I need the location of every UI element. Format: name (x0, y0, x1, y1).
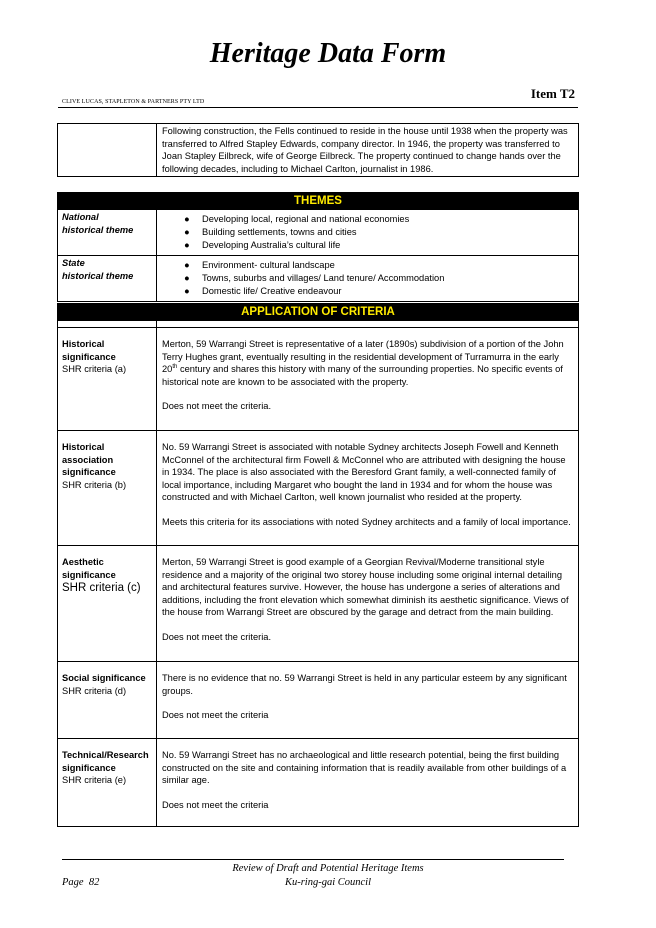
social-text: There is no evidence that no. 59 Warrangi Street is held in any particular esteem by any significant groups. (162, 673, 567, 696)
bullet-icon: ● (184, 214, 190, 224)
association-text: No. 59 Warrangi Street is associated with notable Sydney architects Joseph Fowell and Kenneth McConnel of the architectural firm Fowell & McConnel who are attributed with designing the house in 1934. The place is also associated with the Beresford Grant family, a well-connected family of local importance, including Margaret who bought the land in 1934 and for whom the house was constructed and with Michael Carlton, well known journalist who resided at the property. (162, 442, 566, 503)
state-theme-list-cell (157, 256, 579, 302)
national-theme-list-cell (157, 210, 579, 256)
criteria-table (57, 303, 579, 827)
association-label: Historical association significance SHR criteria (b) (58, 431, 157, 546)
social-label: Social significance SHR criteria (d) (58, 662, 157, 739)
association-criteria-code: SHR criteria (b) (62, 479, 127, 490)
national-theme-label (58, 210, 157, 256)
association-verdict: Meets this criteria for its associations with noted Sydney architects and a family of local importance. (162, 516, 571, 527)
themes-heading: THEMES (58, 193, 579, 210)
item-number: Item T2 (530, 86, 575, 101)
company-name: CLIVE LUCAS, STAPLETON & PARTNERS PTY LTD (62, 99, 205, 105)
header-rule (58, 107, 578, 108)
technical-label: Technical/Research significance SHR criteria (e) (58, 739, 157, 827)
history-table (57, 123, 579, 177)
state-theme-list (158, 257, 577, 300)
social-text-cell (157, 662, 579, 739)
page-label: Page (62, 877, 84, 888)
state-label-1: State (62, 258, 85, 268)
social-criteria-code: SHR criteria (d) (62, 685, 127, 696)
technical-text: No. 59 Warrangi Street has no archaeological and little research potential, being the first building constructed on the site and containing information that is readily available from other buildings of a similar age. (162, 750, 567, 786)
footer-rule (62, 859, 564, 860)
footer-report-title: Review of Draft and Potential Heritage Items (232, 863, 424, 874)
list-item: ● Building settlements, towns and cities (184, 227, 357, 237)
national-label-2: historical theme (62, 224, 134, 235)
aesthetic-label: Aesthetic significance SHR criteria (c) (58, 546, 157, 662)
aesthetic-text: Merton, 59 Warrangi Street is good example of a Georgian Revival/Moderne transitional style residence and a majority of the original two storey house including some original internal detailing and architectural features survive. However, the house has undergone a series of alterations and additions, including the front elevation which somewhat diminish its aesthetic significance. Views of the house from Warrangi Street are obscured by the garage and detract from the main building. (162, 557, 569, 618)
criteria-heading: APPLICATION OF CRITERIA (58, 304, 579, 321)
bullet-icon: ● (184, 240, 190, 250)
aesthetic-criteria-code: SHR criteria (c) (62, 582, 141, 595)
social-verdict: Does not meet the criteria (162, 710, 269, 721)
aesthetic-verdict: Does not meet the criteria. (162, 631, 272, 642)
association-text-cell (157, 431, 579, 546)
bullet-icon: ● (184, 286, 190, 296)
bullet-icon: ● (184, 260, 190, 270)
page-number (62, 877, 99, 888)
criteria-spacer (58, 321, 157, 328)
criteria-spacer (157, 321, 579, 328)
bullet-icon: ● (184, 273, 190, 283)
list-item: ● Domestic life/ Creative endeavour (184, 286, 342, 296)
history-label-cell (58, 124, 157, 177)
historical-criteria-code: SHR criteria (a) (62, 364, 127, 375)
footer-council: Ku-ring-gai Council (284, 877, 372, 888)
state-label-2: historical theme (62, 270, 134, 281)
technical-criteria-code: SHR criteria (e) (62, 775, 127, 786)
historical-text: Merton, 59 Warrangi Street is representative of a later (1890s) subdivision of a portion of the John Terry Hughes grant, eventually resulting in the residential development of Turramurra in the early 20th century and shares this history with many of the surrounding properties. No specific events of historical note are known to be associated with the property. (162, 339, 564, 387)
historical-verdict: Does not meet the criteria. (162, 401, 272, 412)
history-text-cell (157, 124, 579, 177)
list-item: ● Developing local, regional and national economies (184, 214, 410, 224)
list-item: ● Towns, suburbs and villages/ Land tenure/ Accommodation (184, 273, 445, 283)
list-item: ● Developing Australia’s cultural life (184, 240, 341, 250)
page-number-value: 82 (88, 877, 100, 888)
history-text: Following construction, the Fells continued to reside in the house until 1938 when the property was transferred to Alfred Stapley Edwards, company director. In 1946, the property was transferred to Joan Stapley Eilbreck, wife of George Eilbreck. The property continued to change hands over the following decades, including to Michael Carlton, journalist in 1986. (162, 126, 568, 174)
list-item: ● Environment- cultural landscape (184, 260, 335, 270)
national-label-1: National (62, 212, 99, 222)
state-theme-label (58, 256, 157, 302)
historical-label: Historical significance SHR criteria (a) (58, 328, 157, 431)
themes-table (57, 192, 579, 302)
technical-verdict: Does not meet the criteria (162, 799, 269, 810)
aesthetic-text-cell (157, 546, 579, 662)
form-title: Heritage Data Form (209, 38, 447, 69)
bullet-icon: ● (184, 227, 190, 237)
national-theme-list (158, 211, 577, 254)
historical-text-cell (157, 328, 579, 431)
technical-text-cell (157, 739, 579, 827)
